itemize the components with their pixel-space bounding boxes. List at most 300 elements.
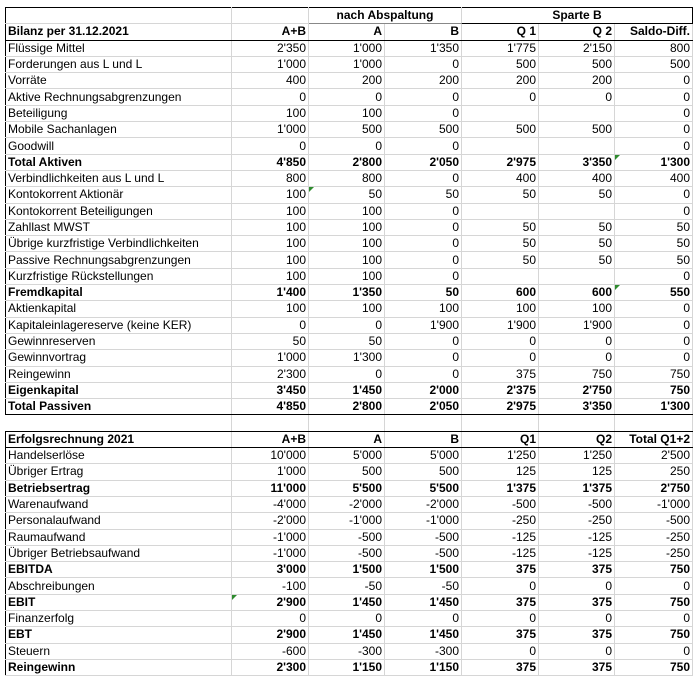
column-header-q1[interactable]: Q 1 xyxy=(462,24,539,40)
cell-a-plus-b[interactable]: 100 xyxy=(232,252,309,268)
empty-cell[interactable] xyxy=(232,8,309,24)
cell-saldo[interactable]: 750 xyxy=(615,659,693,675)
cell-q1[interactable]: 0 xyxy=(462,89,539,105)
cell-a[interactable]: 0 xyxy=(309,138,385,154)
cell-a-plus-b[interactable]: -4'000 xyxy=(232,496,309,512)
cell-saldo[interactable]: 0 xyxy=(615,610,693,626)
cell-b[interactable]: 0 xyxy=(385,138,462,154)
cell-q1[interactable]: 375 xyxy=(462,659,539,675)
cell-b[interactable]: 50 xyxy=(385,285,462,301)
cell-a[interactable]: -50 xyxy=(309,578,385,594)
cell-a[interactable]: 1'350 xyxy=(309,285,385,301)
cell-a[interactable]: 50 xyxy=(309,187,385,203)
cell-a-plus-b[interactable]: 50 xyxy=(232,333,309,349)
row-label[interactable]: Vorräte xyxy=(6,73,232,89)
cell-q2[interactable]: 400 xyxy=(539,170,615,186)
row-label[interactable]: Abschreibungen xyxy=(6,578,232,594)
cell-q1[interactable]: -250 xyxy=(462,513,539,529)
table-row xyxy=(6,529,693,545)
cell-a-plus-b[interactable]: -600 xyxy=(232,643,309,659)
cell-q1[interactable]: 0 xyxy=(462,643,539,659)
cell-b[interactable]: 500 xyxy=(385,464,462,480)
cell-q2[interactable]: 375 xyxy=(539,627,615,643)
row-label[interactable]: Aktienkapital xyxy=(6,301,232,317)
cell-a-plus-b[interactable]: 0 xyxy=(232,89,309,105)
cell-b[interactable]: 1'900 xyxy=(385,317,462,333)
cell-q1[interactable]: 50 xyxy=(462,252,539,268)
cell-saldo[interactable]: 0 xyxy=(615,73,693,89)
cell-b[interactable]: 0 xyxy=(385,170,462,186)
cell-q1[interactable]: 500 xyxy=(462,122,539,138)
cell-saldo[interactable]: 0 xyxy=(615,333,693,349)
row-label[interactable]: Fremdkapital xyxy=(6,285,232,301)
row-label[interactable]: Raumaufwand xyxy=(6,529,232,545)
table-row xyxy=(6,382,693,398)
cell-a[interactable]: 1'450 xyxy=(309,627,385,643)
column-header-q2[interactable]: Q2 xyxy=(539,431,615,447)
cell-q1[interactable]: 2'975 xyxy=(462,154,539,170)
cell-q1[interactable]: 50 xyxy=(462,236,539,252)
cell-b[interactable]: 0 xyxy=(385,366,462,382)
cell-q2[interactable]: -500 xyxy=(539,496,615,512)
cell-saldo[interactable]: 0 xyxy=(615,578,693,594)
cell-a-plus-b[interactable]: 2'300 xyxy=(232,366,309,382)
cell-q2[interactable]: -125 xyxy=(539,545,615,561)
cell-a-plus-b[interactable]: 2'900 xyxy=(232,594,309,610)
cell-q2[interactable]: -125 xyxy=(539,529,615,545)
row-label[interactable]: EBITDA xyxy=(6,562,232,578)
table-row xyxy=(6,105,693,121)
cell-saldo[interactable]: 550 xyxy=(615,285,693,301)
empty-cell[interactable] xyxy=(6,8,232,24)
row-label[interactable]: Aktive Rechnungsabgrenzungen xyxy=(6,89,232,105)
cell-q2[interactable]: 1'250 xyxy=(539,448,615,464)
column-header-a-plus-b[interactable]: A+B xyxy=(232,431,309,447)
cell-q1[interactable]: -500 xyxy=(462,496,539,512)
cell-b[interactable]: 0 xyxy=(385,105,462,121)
cell-a[interactable]: 1'500 xyxy=(309,562,385,578)
cell-a[interactable]: 0 xyxy=(309,317,385,333)
column-header-a[interactable]: A xyxy=(309,431,385,447)
cell-q2[interactable]: 125 xyxy=(539,464,615,480)
cell-b[interactable]: 5'000 xyxy=(385,448,462,464)
cell-a-plus-b[interactable]: 0 xyxy=(232,138,309,154)
cell-a[interactable]: 100 xyxy=(309,252,385,268)
row-label[interactable]: EBIT xyxy=(6,594,232,610)
cell-saldo[interactable]: 0 xyxy=(615,89,693,105)
cell-a-plus-b[interactable]: 1'000 xyxy=(232,464,309,480)
cell-b[interactable]: 100 xyxy=(385,301,462,317)
column-header-b[interactable]: B xyxy=(385,431,462,447)
group-header-nach-abspaltung[interactable]: nach Abspaltung xyxy=(309,8,462,24)
group-header-sparte-b[interactable]: Sparte B xyxy=(462,8,693,24)
cell-q1[interactable]: 375 xyxy=(462,594,539,610)
cell-a-plus-b[interactable]: -100 xyxy=(232,578,309,594)
cell-a-plus-b[interactable]: 0 xyxy=(232,610,309,626)
row-label[interactable]: Finanzerfolg xyxy=(6,610,232,626)
row-label[interactable]: Total Passiven xyxy=(6,399,232,415)
cell-a[interactable]: 500 xyxy=(309,122,385,138)
cell-a[interactable]: -500 xyxy=(309,529,385,545)
cell-q1[interactable]: 2'975 xyxy=(462,399,539,415)
cell-q2[interactable]: 0 xyxy=(539,350,615,366)
cell-q1[interactable]: 0 xyxy=(462,610,539,626)
cell-saldo[interactable]: 2'500 xyxy=(615,448,693,464)
cell-a[interactable]: 100 xyxy=(309,268,385,284)
cell-q1[interactable]: 50 xyxy=(462,219,539,235)
cell-a[interactable]: 100 xyxy=(309,219,385,235)
cell-a-plus-b[interactable]: 1'000 xyxy=(232,122,309,138)
cell-a[interactable]: 800 xyxy=(309,170,385,186)
cell-q2[interactable]: 50 xyxy=(539,252,615,268)
cell-saldo[interactable]: 750 xyxy=(615,562,693,578)
cell-a-plus-b[interactable]: 4'850 xyxy=(232,154,309,170)
cell-a[interactable]: 100 xyxy=(309,236,385,252)
cell-saldo[interactable]: 1'300 xyxy=(615,399,693,415)
cell-q2[interactable]: 750 xyxy=(539,366,615,382)
cell-q2[interactable]: 0 xyxy=(539,89,615,105)
row-label[interactable]: Steuern xyxy=(6,643,232,659)
cell-a-plus-b[interactable]: 800 xyxy=(232,170,309,186)
empty-cell[interactable] xyxy=(6,415,232,431)
table-row xyxy=(6,333,693,349)
cell-q1[interactable]: -125 xyxy=(462,529,539,545)
cell-q1[interactable] xyxy=(462,203,539,219)
cell-q1[interactable] xyxy=(462,138,539,154)
cell-a-plus-b[interactable]: 2'350 xyxy=(232,40,309,56)
cell-b[interactable]: 0 xyxy=(385,89,462,105)
cell-a-plus-b[interactable]: 3'450 xyxy=(232,382,309,398)
cell-saldo[interactable]: 750 xyxy=(615,627,693,643)
cell-q1[interactable]: 2'375 xyxy=(462,382,539,398)
cell-a-plus-b[interactable]: 100 xyxy=(232,268,309,284)
cell-a-plus-b[interactable]: 400 xyxy=(232,73,309,89)
cell-saldo[interactable]: 0 xyxy=(615,268,693,284)
cell-q2[interactable]: 3'350 xyxy=(539,154,615,170)
cell-b[interactable]: 500 xyxy=(385,122,462,138)
cell-q1[interactable]: 375 xyxy=(462,562,539,578)
row-label[interactable]: Beteiligung xyxy=(6,105,232,121)
cell-q2[interactable]: 500 xyxy=(539,122,615,138)
cell-b[interactable]: 0 xyxy=(385,219,462,235)
table-row xyxy=(6,138,693,154)
empty-cell[interactable] xyxy=(385,415,462,431)
cell-saldo[interactable]: 0 xyxy=(615,187,693,203)
cell-a[interactable]: 500 xyxy=(309,464,385,480)
cell-q2[interactable]: 375 xyxy=(539,594,615,610)
column-header-saldo[interactable]: Saldo-Diff. xyxy=(615,24,693,40)
cell-a-plus-b[interactable]: -2'000 xyxy=(232,513,309,529)
cell-q1[interactable]: 600 xyxy=(462,285,539,301)
cell-a-plus-b[interactable]: 1'000 xyxy=(232,56,309,72)
table-row xyxy=(6,399,693,415)
row-label[interactable]: Goodwill xyxy=(6,138,232,154)
cell-q2[interactable] xyxy=(539,105,615,121)
cell-saldo[interactable]: 50 xyxy=(615,236,693,252)
row-label[interactable]: Übrige kurzfristige Verbindlichkeiten xyxy=(6,236,232,252)
table-row xyxy=(6,578,693,594)
cell-saldo[interactable]: 0 xyxy=(615,317,693,333)
column-header-q1[interactable]: Q1 xyxy=(462,431,539,447)
cell-q2[interactable]: 50 xyxy=(539,187,615,203)
cell-a-plus-b[interactable]: 10'000 xyxy=(232,448,309,464)
cell-q2[interactable]: 0 xyxy=(539,610,615,626)
row-label[interactable]: Forderungen aus L und L xyxy=(6,56,232,72)
cell-saldo[interactable]: 0 xyxy=(615,350,693,366)
cell-a[interactable]: 0 xyxy=(309,89,385,105)
cell-q1[interactable]: 375 xyxy=(462,366,539,382)
section-title[interactable]: Erfolgsrechnung 2021 xyxy=(6,431,232,447)
cell-a[interactable]: -500 xyxy=(309,545,385,561)
cell-saldo[interactable]: 50 xyxy=(615,252,693,268)
cell-b[interactable]: -1'000 xyxy=(385,513,462,529)
cell-a[interactable]: 2'800 xyxy=(309,154,385,170)
cell-b[interactable]: 2'050 xyxy=(385,399,462,415)
cell-q2[interactable] xyxy=(539,203,615,219)
cell-q1[interactable]: 125 xyxy=(462,464,539,480)
cell-saldo[interactable]: -250 xyxy=(615,529,693,545)
cell-a[interactable]: 1'300 xyxy=(309,350,385,366)
cell-a-plus-b[interactable]: 3'000 xyxy=(232,562,309,578)
cell-a-plus-b[interactable]: -1'000 xyxy=(232,529,309,545)
cell-saldo[interactable]: 250 xyxy=(615,464,693,480)
row-label[interactable]: EBT xyxy=(6,627,232,643)
cell-a[interactable]: 5'000 xyxy=(309,448,385,464)
cell-saldo[interactable]: 800 xyxy=(615,40,693,56)
cell-saldo[interactable]: 400 xyxy=(615,170,693,186)
cell-q1[interactable] xyxy=(462,268,539,284)
cell-q2[interactable]: 2'150 xyxy=(539,40,615,56)
column-header-q2[interactable]: Q 2 xyxy=(539,24,615,40)
cell-a-plus-b[interactable]: 100 xyxy=(232,105,309,121)
cell-a-plus-b[interactable]: -1'000 xyxy=(232,545,309,561)
cell-q2[interactable]: 375 xyxy=(539,659,615,675)
cell-a[interactable]: 200 xyxy=(309,73,385,89)
row-label[interactable]: Verbindlichkeiten aus L und L xyxy=(6,170,232,186)
empty-cell[interactable] xyxy=(615,415,693,431)
cell-a-plus-b[interactable]: 4'850 xyxy=(232,399,309,415)
cell-q2[interactable] xyxy=(539,268,615,284)
cell-saldo[interactable]: 0 xyxy=(615,138,693,154)
cell-a[interactable]: 1'000 xyxy=(309,40,385,56)
cell-q1[interactable] xyxy=(462,105,539,121)
cell-q2[interactable]: 1'900 xyxy=(539,317,615,333)
cell-b[interactable]: 0 xyxy=(385,203,462,219)
cell-q2[interactable]: 375 xyxy=(539,562,615,578)
cell-a-plus-b[interactable]: 100 xyxy=(232,301,309,317)
cell-saldo[interactable]: 750 xyxy=(615,366,693,382)
cell-q1[interactable]: 400 xyxy=(462,170,539,186)
table-row xyxy=(6,350,693,366)
cell-saldo[interactable]: 750 xyxy=(615,594,693,610)
empty-cell[interactable] xyxy=(462,415,539,431)
row-label[interactable]: Warenaufwand xyxy=(6,496,232,512)
row-label[interactable]: Kontokorrent Beteiligungen xyxy=(6,203,232,219)
cell-a-plus-b[interactable]: 2'300 xyxy=(232,659,309,675)
cell-a[interactable]: 100 xyxy=(309,301,385,317)
cell-b[interactable]: 1'350 xyxy=(385,40,462,56)
cell-b[interactable]: 0 xyxy=(385,268,462,284)
cell-saldo[interactable]: 0 xyxy=(615,643,693,659)
cell-b[interactable]: -500 xyxy=(385,529,462,545)
cell-a[interactable]: 2'800 xyxy=(309,399,385,415)
cell-q1[interactable]: 1'775 xyxy=(462,40,539,56)
cell-b[interactable]: 0 xyxy=(385,350,462,366)
cell-q2[interactable]: 0 xyxy=(539,643,615,659)
table-row xyxy=(6,594,693,610)
row-label[interactable]: Gewinnreserven xyxy=(6,333,232,349)
cell-saldo[interactable]: 2'750 xyxy=(615,480,693,496)
row-label[interactable]: Übriger Betriebsaufwand xyxy=(6,545,232,561)
cell-saldo[interactable]: 750 xyxy=(615,382,693,398)
cell-q2[interactable]: 0 xyxy=(539,578,615,594)
row-label[interactable]: Kontokorrent Aktionär xyxy=(6,187,232,203)
cell-q1[interactable]: 0 xyxy=(462,350,539,366)
table-row xyxy=(6,73,693,89)
table-row xyxy=(6,366,693,382)
cell-b[interactable]: -50 xyxy=(385,578,462,594)
row-label[interactable]: Zahllast MWST xyxy=(6,219,232,235)
cell-b[interactable]: 1'450 xyxy=(385,594,462,610)
cell-b[interactable]: 1'450 xyxy=(385,627,462,643)
cell-q1[interactable]: 0 xyxy=(462,333,539,349)
column-header-saldo[interactable]: Total Q1+2 xyxy=(615,431,693,447)
row-label[interactable]: Übriger Ertrag xyxy=(6,464,232,480)
cell-b[interactable]: 0 xyxy=(385,56,462,72)
cell-q1[interactable]: 375 xyxy=(462,627,539,643)
table-row xyxy=(6,122,693,138)
cell-b[interactable]: -2'000 xyxy=(385,496,462,512)
cell-q1[interactable]: 200 xyxy=(462,73,539,89)
row-label[interactable]: Personalaufwand xyxy=(6,513,232,529)
cell-a[interactable]: 100 xyxy=(309,105,385,121)
cell-b[interactable]: 0 xyxy=(385,610,462,626)
cell-a[interactable]: 50 xyxy=(309,333,385,349)
cell-a-plus-b[interactable]: 100 xyxy=(232,236,309,252)
cell-b[interactable]: 50 xyxy=(385,187,462,203)
cell-q2[interactable]: 600 xyxy=(539,285,615,301)
cell-a-plus-b[interactable]: 2'900 xyxy=(232,627,309,643)
row-label[interactable]: Mobile Sachanlagen xyxy=(6,122,232,138)
cell-b[interactable]: 1'500 xyxy=(385,562,462,578)
cell-b[interactable]: 5'500 xyxy=(385,480,462,496)
cell-q2[interactable]: -250 xyxy=(539,513,615,529)
cell-q2[interactable]: 50 xyxy=(539,219,615,235)
empty-cell[interactable] xyxy=(232,415,309,431)
cell-a[interactable]: 1'450 xyxy=(309,594,385,610)
section-title[interactable]: Bilanz per 31.12.2021 xyxy=(6,24,232,40)
cell-saldo[interactable]: 0 xyxy=(615,105,693,121)
row-label[interactable]: Kapitaleinlagereserve (keine KER) xyxy=(6,317,232,333)
cell-b[interactable]: 0 xyxy=(385,252,462,268)
cell-b[interactable]: 2'050 xyxy=(385,154,462,170)
cell-a-plus-b[interactable]: 1'400 xyxy=(232,285,309,301)
row-label[interactable]: Eigenkapital xyxy=(6,382,232,398)
cell-a[interactable]: 1'150 xyxy=(309,659,385,675)
cell-a[interactable]: -2'000 xyxy=(309,496,385,512)
row-label[interactable]: Betriebsertrag xyxy=(6,480,232,496)
row-label[interactable]: Kurzfristige Rückstellungen xyxy=(6,268,232,284)
column-header-b[interactable]: B xyxy=(385,24,462,40)
table-row xyxy=(6,301,693,317)
cell-a-plus-b[interactable]: 0 xyxy=(232,317,309,333)
cell-q1[interactable]: 500 xyxy=(462,56,539,72)
cell-b[interactable]: 0 xyxy=(385,236,462,252)
row-label[interactable]: Gewinnvortrag xyxy=(6,350,232,366)
column-header-a-plus-b[interactable]: A+B xyxy=(232,24,309,40)
row-label[interactable]: Handelserlöse xyxy=(6,448,232,464)
cell-saldo[interactable]: 0 xyxy=(615,122,693,138)
row-label[interactable]: Reingewinn xyxy=(6,366,232,382)
cell-q2[interactable]: 1'375 xyxy=(539,480,615,496)
cell-q1[interactable]: 1'900 xyxy=(462,317,539,333)
cell-q1[interactable]: 1'375 xyxy=(462,480,539,496)
cell-saldo[interactable]: 50 xyxy=(615,219,693,235)
cell-saldo[interactable]: 0 xyxy=(615,301,693,317)
cell-q2[interactable]: 50 xyxy=(539,236,615,252)
cell-q2[interactable] xyxy=(539,138,615,154)
column-header-a[interactable]: A xyxy=(309,24,385,40)
cell-saldo[interactable]: -1'000 xyxy=(615,496,693,512)
cell-saldo[interactable]: 1'300 xyxy=(615,154,693,170)
cell-q2[interactable]: 200 xyxy=(539,73,615,89)
cell-q2[interactable]: 0 xyxy=(539,333,615,349)
cell-a-plus-b[interactable]: 11'000 xyxy=(232,480,309,496)
cell-a[interactable]: 0 xyxy=(309,366,385,382)
cell-b[interactable]: -300 xyxy=(385,643,462,659)
cell-b[interactable]: 200 xyxy=(385,73,462,89)
cell-q1[interactable]: -125 xyxy=(462,545,539,561)
cell-q1[interactable]: 1'250 xyxy=(462,448,539,464)
cell-saldo[interactable]: -250 xyxy=(615,545,693,561)
table-row xyxy=(6,187,693,203)
cell-b[interactable]: -500 xyxy=(385,545,462,561)
cell-a[interactable]: 5'500 xyxy=(309,480,385,496)
row-label[interactable]: Reingewinn xyxy=(6,659,232,675)
cell-b[interactable]: 1'150 xyxy=(385,659,462,675)
table-row xyxy=(6,545,693,561)
table-row xyxy=(6,154,693,170)
cell-saldo[interactable]: -500 xyxy=(615,513,693,529)
row-label[interactable]: Passive Rechnungsabgrenzungen xyxy=(6,252,232,268)
cell-saldo[interactable]: 0 xyxy=(615,203,693,219)
cell-saldo[interactable]: 500 xyxy=(615,56,693,72)
cell-a[interactable]: 0 xyxy=(309,610,385,626)
cell-b[interactable]: 0 xyxy=(385,333,462,349)
cell-q2[interactable]: 500 xyxy=(539,56,615,72)
cell-q2[interactable]: 3'350 xyxy=(539,399,615,415)
cell-q1[interactable]: 50 xyxy=(462,187,539,203)
cell-a[interactable]: -300 xyxy=(309,643,385,659)
cell-a[interactable]: 1'450 xyxy=(309,382,385,398)
row-label[interactable]: Flüssige Mittel xyxy=(6,40,232,56)
cell-q2[interactable]: 100 xyxy=(539,301,615,317)
row-label[interactable]: Total Aktiven xyxy=(6,154,232,170)
cell-a-plus-b[interactable]: 1'000 xyxy=(232,350,309,366)
empty-cell[interactable] xyxy=(309,415,385,431)
cell-a-plus-b[interactable]: 100 xyxy=(232,203,309,219)
cell-a-plus-b[interactable]: 100 xyxy=(232,219,309,235)
cell-q1[interactable]: 100 xyxy=(462,301,539,317)
cell-a-plus-b[interactable]: 100 xyxy=(232,187,309,203)
cell-q1[interactable]: 0 xyxy=(462,578,539,594)
cell-a[interactable]: 100 xyxy=(309,203,385,219)
empty-cell[interactable] xyxy=(539,415,615,431)
cell-a[interactable]: -1'000 xyxy=(309,513,385,529)
cell-q2[interactable]: 2'750 xyxy=(539,382,615,398)
cell-a[interactable]: 1'000 xyxy=(309,56,385,72)
cell-b[interactable]: 2'000 xyxy=(385,382,462,398)
